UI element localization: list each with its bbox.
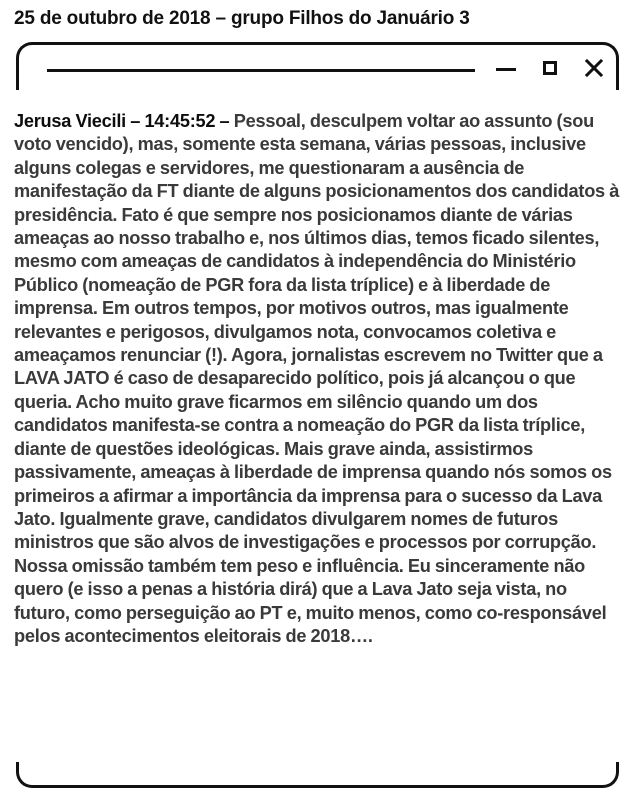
minimize-button[interactable] [491, 53, 521, 83]
close-button[interactable] [579, 53, 609, 83]
close-icon [585, 59, 603, 77]
message-timestamp: 14:45:52 [144, 111, 216, 131]
message-separator: – [125, 111, 145, 131]
message-text: Pessoal, desculpem voltar ao assunto (sou voto vencido), mas, somente esta semana, várias pessoas, inclusive alguns colegas e servidores, me questionaram a ausência de manifestação da FT diante de alguns posicionamentos dos candidatos à presidência. Fato é que sempre nos posicionamos diante de várias ameaças ao nosso trabalho e, nos últimos dias, temos ficado silentes, mesmo com ameaças de candidatos à independência do Ministério Público (nomeação de PGR fora da lista tríplice) e à liberdade de imprensa. Em outros tempos, por motivos outros, mas igualmente relevantes e perigosos, divulgamos nota, convocamos coletiva e ameaçamos renunciar (!). Agora, jornalistas escrevem no Twitter que a LAVA JATO é caso de desaparecido político, pois já alcançou o que queria. Acho muito grave ficarmos em silêncio quando um dos candidatos manifesta-se contra a nomeação do PGR da lista tríplice, diante de questões ideológicas. Mais grave ainda, assistirmos passivamente, ameaças à liberdade de imprensa quando nós somos os primeiros a afirmar a importância da imprensa para o sucesso da Lava Jato. Igualmente grave, candidatos divulgarem nomes de futuros ministros que são alvos de investigações e processos por corrupção. Nossa omissão também tem peso e influência. Eu sinceramente não quero (e isso a penas a história dirá) que a Lava Jato seja vista, no futuro, como perseguição ao PT e, muito menos, como co-responsável pelos acontecimentos eleitorais de 2018…. [14, 111, 620, 646]
window-bottom-frame [16, 762, 619, 788]
maximize-icon [543, 61, 557, 75]
message-author: Jerusa Viecili [14, 111, 126, 131]
minimize-icon [496, 68, 516, 71]
chat-message [14, 110, 624, 648]
page-title: 25 de outubro de 2018 – grupo Filhos do Januário 3 [14, 8, 470, 29]
window-title-bar [16, 42, 619, 90]
title-bar-line [47, 69, 475, 72]
maximize-button[interactable] [535, 53, 565, 83]
message-timestamp-suffix: – [215, 111, 234, 131]
